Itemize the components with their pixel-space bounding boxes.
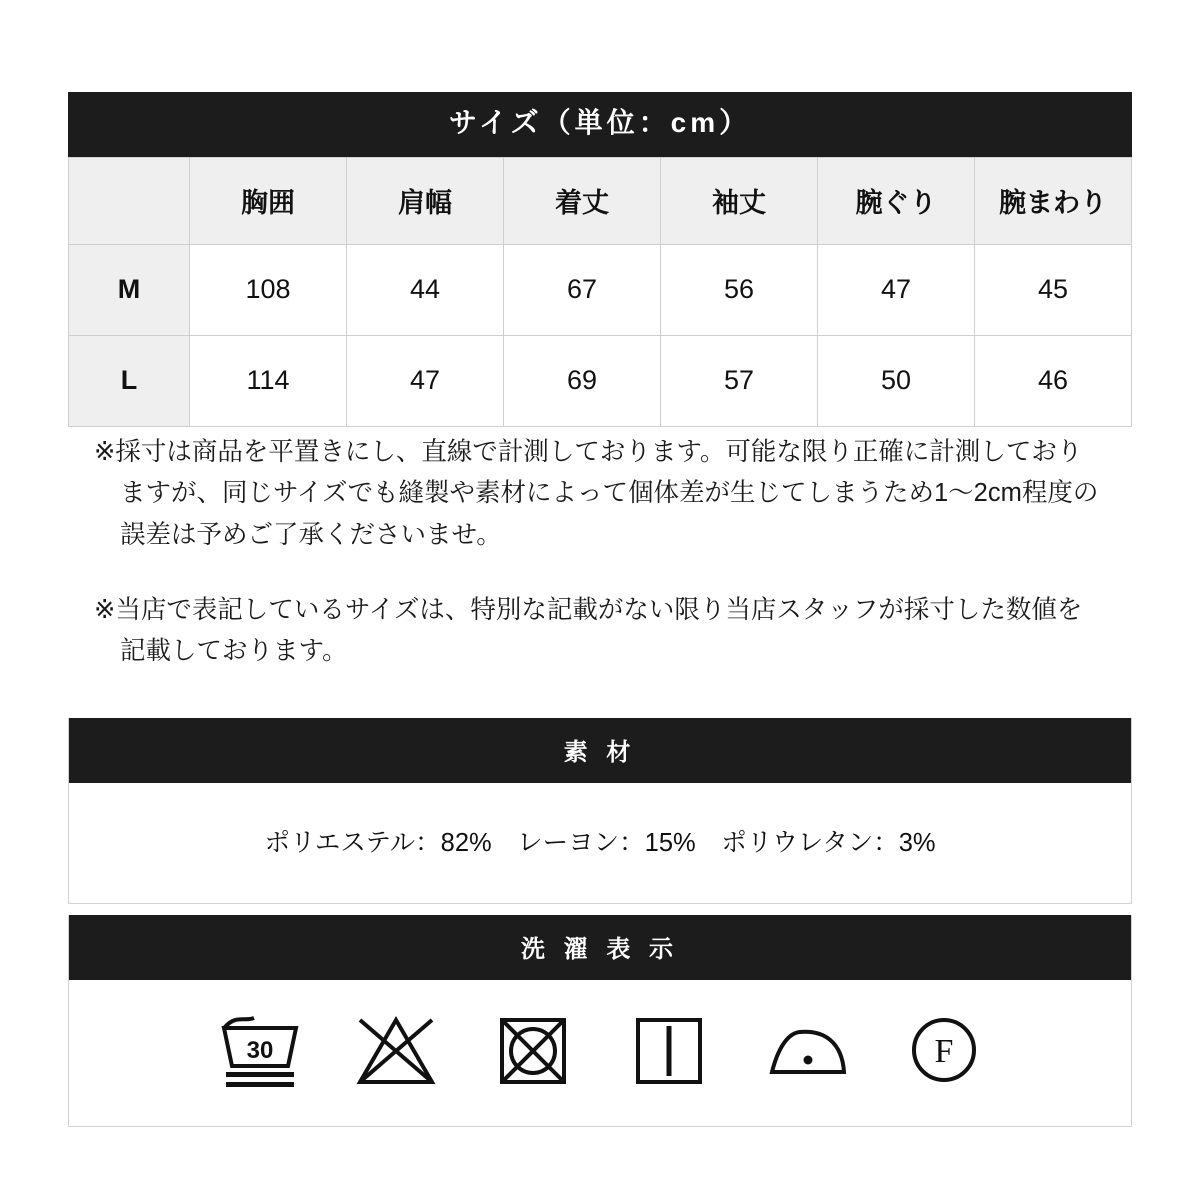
material-section-title: 素 材 xyxy=(69,718,1131,783)
table-row xyxy=(69,335,1132,426)
cell-l-arm-circumference: 46 xyxy=(975,335,1132,426)
column-header-bust: 胸囲 xyxy=(190,157,347,244)
cell-m-arm-circumference: 45 xyxy=(975,244,1132,335)
material-body xyxy=(69,783,1131,903)
care-section-title: 洗 濯 表 示 xyxy=(69,915,1131,980)
no-bleach-icon xyxy=(350,1008,442,1092)
wash-30-icon xyxy=(214,1008,306,1092)
size-table xyxy=(68,157,1132,427)
care-icons-row xyxy=(69,980,1131,1126)
material-text: ポリエステル：82% レーヨン：15% ポリウレタン：3% xyxy=(264,829,936,857)
care-section xyxy=(68,915,1132,1127)
cell-m-bust: 108 xyxy=(190,244,347,335)
cell-m-sleeve: 56 xyxy=(661,244,818,335)
table-header-row xyxy=(69,157,1132,244)
cell-l-bust: 114 xyxy=(190,335,347,426)
column-header-shoulder: 肩幅 xyxy=(347,157,504,244)
cell-m-shoulder: 44 xyxy=(347,244,504,335)
no-tumble-dry-icon xyxy=(486,1008,578,1092)
cell-l-armhole: 50 xyxy=(818,335,975,426)
material-section xyxy=(68,718,1132,904)
cell-l-shoulder: 47 xyxy=(347,335,504,426)
cell-l-sleeve: 57 xyxy=(661,335,818,426)
row-header-m: M xyxy=(69,244,190,335)
note-measurement-text: ※採寸は商品を平置きにし、直線で計測しております。可能な限り正確に計測しておりますが、同じサイズでも縫製や素材によって個体差が生じてしまうため1〜2cm程度の誤差は予めご了承くださいませ。 xyxy=(94,438,1099,549)
svg-text:F: F xyxy=(934,1033,954,1070)
cell-m-length: 67 xyxy=(504,244,661,335)
dry-clean-f-icon xyxy=(902,1008,986,1092)
svg-text:30: 30 xyxy=(246,1037,274,1064)
note-staff-measure xyxy=(94,590,1104,673)
column-header-arm-circumference: 腕まわり xyxy=(975,157,1132,244)
column-header-armhole: 腕ぐり xyxy=(818,157,975,244)
size-section xyxy=(68,92,1132,427)
iron-low-icon xyxy=(758,1008,858,1092)
column-header-length: 着丈 xyxy=(504,157,661,244)
note-measurement xyxy=(94,432,1104,556)
cell-m-armhole: 47 xyxy=(818,244,975,335)
table-corner-cell xyxy=(69,157,190,244)
notes-section xyxy=(94,432,1104,706)
size-section-title: サイズ（単位：cm） xyxy=(68,92,1132,157)
drip-dry-line-icon xyxy=(622,1008,714,1092)
row-header-l: L xyxy=(69,335,190,426)
note-staff-measure-text: ※当店で表記しているサイズは、特別な記載がない限り当店スタッフが採寸した数値を記載しております。 xyxy=(94,595,1083,666)
cell-l-length: 69 xyxy=(504,335,661,426)
table-row xyxy=(69,244,1132,335)
column-header-sleeve: 袖丈 xyxy=(661,157,818,244)
